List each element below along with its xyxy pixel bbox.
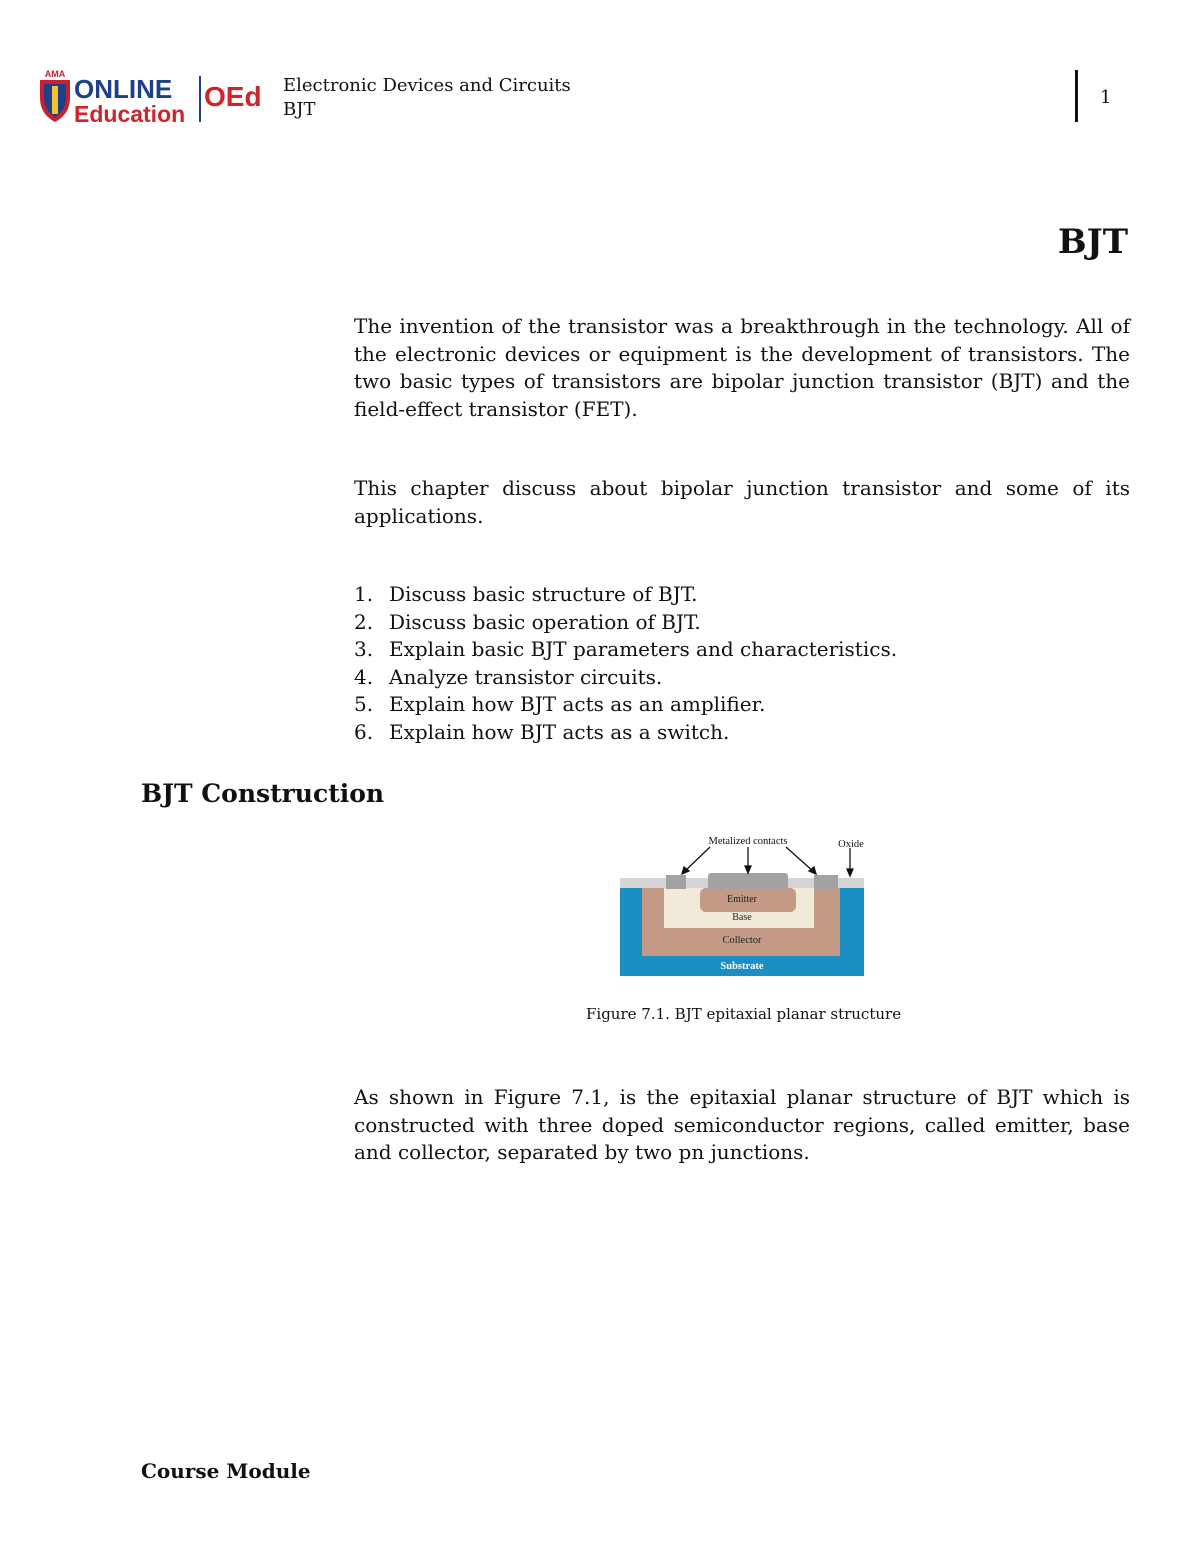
svg-text:Education: Education bbox=[74, 101, 186, 127]
footer-label: Course Module bbox=[141, 1459, 311, 1483]
page-number-divider bbox=[1075, 70, 1078, 122]
objective-item: 2. Discuss basic operation of BJT. bbox=[354, 609, 701, 634]
page-title: BJT bbox=[1057, 222, 1128, 262]
figure-paragraph: As shown in Figure 7.1, is the epitaxial planar structure of BJT which is constructed with three doped semiconductor regions, called emitter, base and collector, separated by two pn junctions. bbox=[354, 1085, 1130, 1165]
objective-item: 4. Analyze transistor circuits. bbox=[354, 664, 663, 689]
figure-caption: Figure 7.1. BJT epitaxial planar structure bbox=[586, 1005, 902, 1023]
objective-item: 3. Explain basic BJT parameters and characteristics. bbox=[354, 637, 898, 661]
label-collector: Collector bbox=[722, 935, 762, 946]
section-heading: BJT Construction bbox=[141, 779, 385, 808]
label-metalized-contacts: Metalized contacts bbox=[708, 836, 788, 847]
objective-item: 1. Discuss basic structure of BJT. bbox=[354, 582, 698, 606]
chapter-paragraph: This chapter discuss about bipolar junction transistor and some of its applications. bbox=[354, 476, 1130, 528]
metal-contact-right bbox=[814, 875, 838, 889]
label-emitter: Emitter bbox=[727, 894, 757, 905]
topic-label: BJT bbox=[283, 99, 316, 120]
label-oxide: Oxide bbox=[838, 839, 864, 850]
objectives-list bbox=[354, 581, 1130, 746]
intro-paragraph: The invention of the transistor was a breakthrough in the technology. All of the electronic devices or equipment is the development of transistors. The two basic types of transistors are bipolar junction transistor (BJT) and the field-effect transistor (FET). bbox=[354, 314, 1130, 421]
bjt-structure-figure bbox=[600, 826, 900, 982]
metal-contact-center bbox=[708, 873, 788, 889]
metal-contact-left bbox=[666, 875, 686, 889]
svg-text:AMA: AMA bbox=[44, 69, 66, 79]
label-base: Base bbox=[732, 912, 752, 923]
objective-item: 6. Explain how BJT acts as a switch. bbox=[354, 719, 730, 744]
course-title: Electronic Devices and Circuits bbox=[283, 75, 571, 96]
objective-item: 5. Explain how BJT acts as an amplifier. bbox=[354, 692, 766, 716]
svg-text:OEd: OEd bbox=[204, 81, 262, 112]
page-number: 1 bbox=[1100, 87, 1112, 108]
online-education-logo bbox=[38, 68, 270, 128]
label-substrate: Substrate bbox=[720, 961, 764, 972]
svg-text:ONLINE: ONLINE bbox=[74, 74, 173, 104]
